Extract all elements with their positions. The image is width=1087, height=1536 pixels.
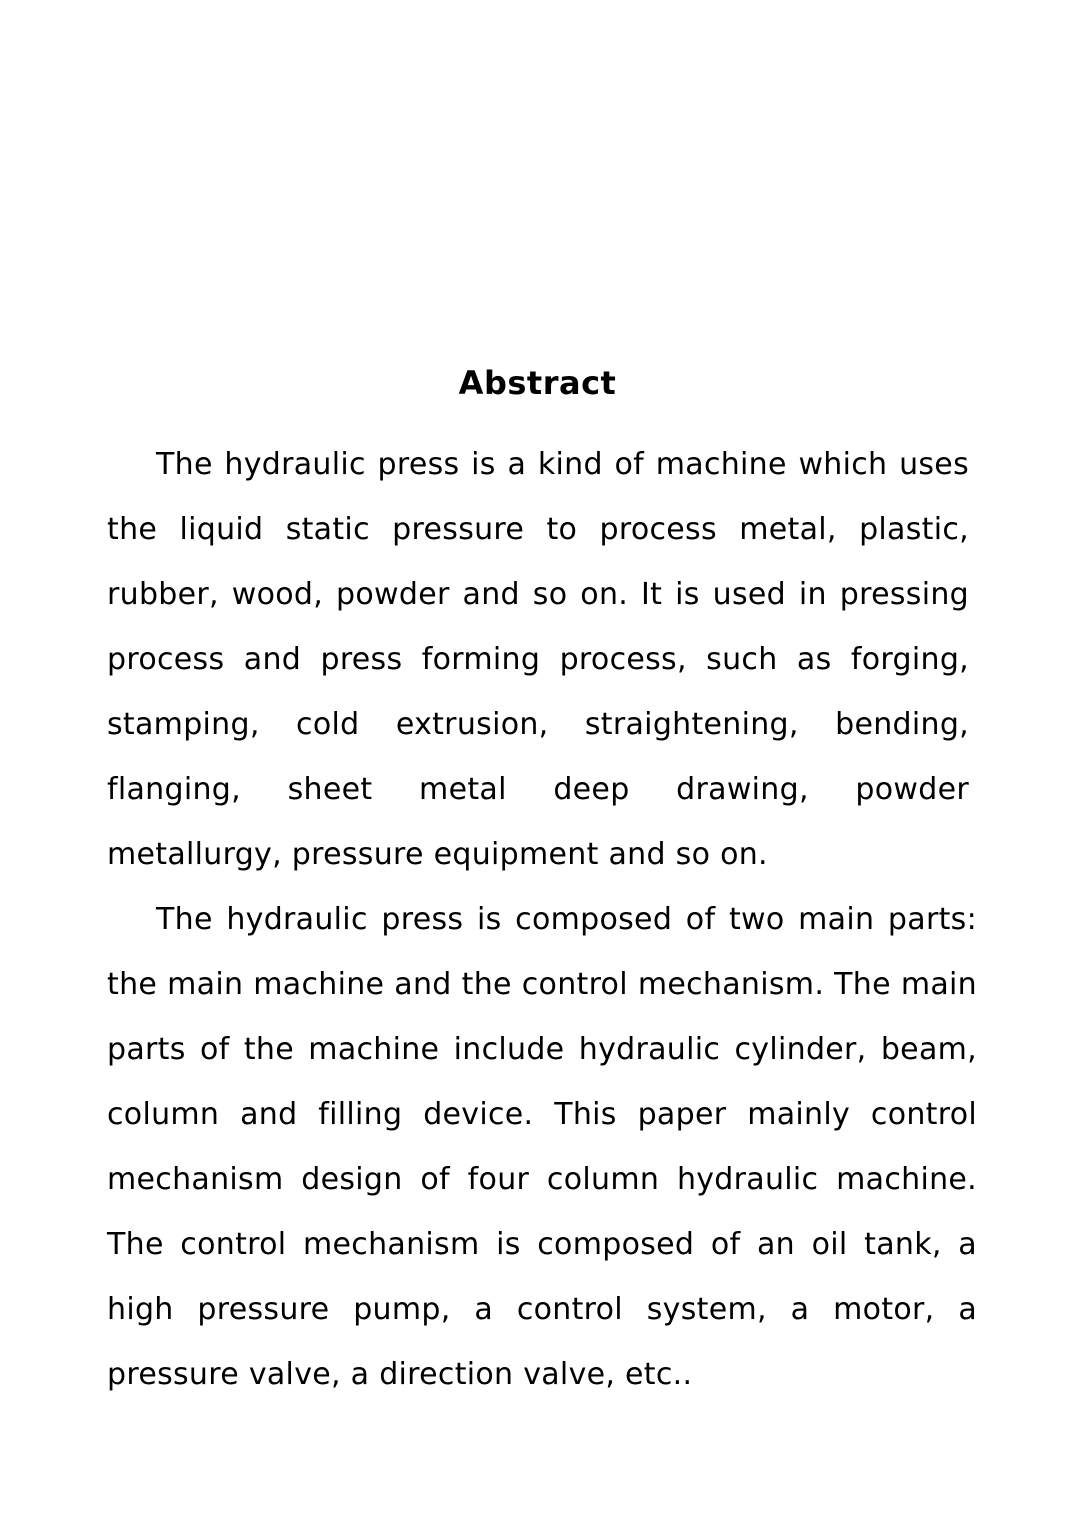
abstract-paragraph-2: The hydraulic press is composed of two main parts: the main machine and the control mechanism. The main parts of the machine include hydraulic cylinder, beam, column and filling device. This paper mainly control mechanism design of four column hydraulic machine. The control mechanism is composed of an oil tank, a high pressure pump, a control system, a motor, a pressure valve, a direction valve, etc.. [107,902,977,1392]
abstract-heading: Abstract [458,364,617,402]
abstract-body [107,432,977,1407]
abstract-paragraph-1: The hydraulic press is a kind of machine which uses the liquid static pressure to process metal, plastic, rubber, wood, powder and so on. It is used in pressing process and press forming process, such as forging, stamping, cold extrusion, straightening, bending, flanging, sheet metal deep drawing, powder metallurgy, pressure equipment and so on. [107,447,969,872]
